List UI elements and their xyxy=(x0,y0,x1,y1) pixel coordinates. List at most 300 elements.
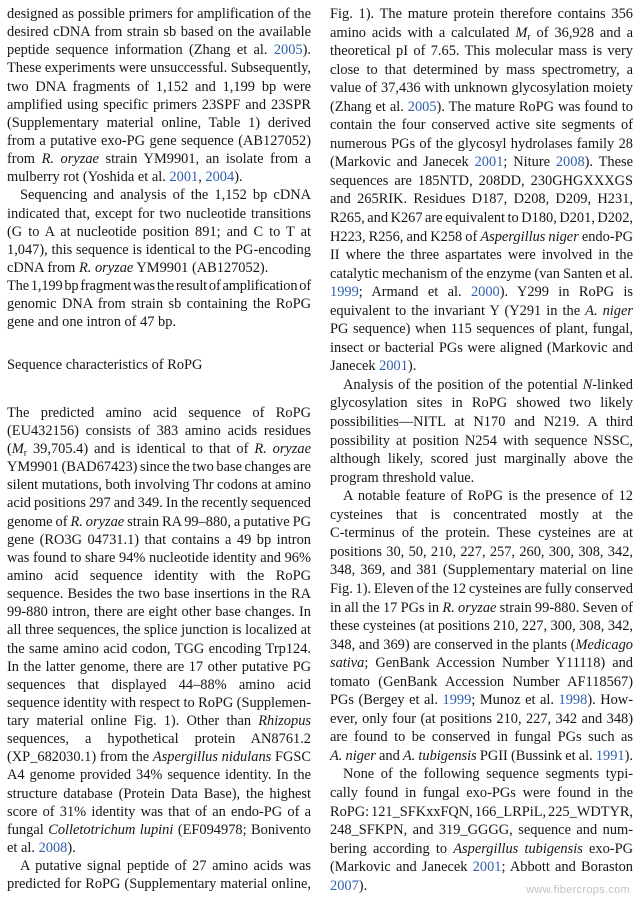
line-text xyxy=(7,876,311,892)
text-run: acid positions 297 and 349. In the recently sequenced xyxy=(7,495,311,512)
text-line xyxy=(7,205,311,223)
text-run: (XP_682030.1) from the xyxy=(7,749,153,766)
text-run: ). How- xyxy=(587,692,633,709)
text-run: PGs (Bergey et al. xyxy=(330,692,443,709)
text-run: (Supplementary material online, Table 1) derived xyxy=(7,114,311,131)
text-run: 1,047), this sequence is identical to the PG-encoding xyxy=(7,241,311,258)
text-run: The 1,199 bp fragment was the result of amplification of xyxy=(7,278,311,295)
paragraph xyxy=(330,765,633,895)
text-line xyxy=(330,302,633,321)
text-line xyxy=(7,603,311,621)
text-line xyxy=(330,339,633,358)
text-run: ). xyxy=(234,169,243,186)
text-line xyxy=(330,561,633,580)
text-line xyxy=(7,640,311,658)
text-run: program threshold value. xyxy=(330,469,475,486)
text-line xyxy=(330,432,633,451)
text-line xyxy=(330,728,633,747)
text-run: genomic DNA from strain sb containing the RoPG xyxy=(7,296,311,313)
text-line xyxy=(330,98,633,117)
text-run: mulberry rot (Yoshida et al. xyxy=(7,169,170,186)
text-run: in all the 17 PGs in xyxy=(330,599,443,616)
text-run: numerous PGs of the glycosyl hydrolases family 28 xyxy=(330,135,633,152)
text-run: YM9901 (BAD67423) since the two base changes are xyxy=(7,459,311,476)
text-run: ). The mature RoPG was found to xyxy=(436,98,633,115)
italic-term: sativa xyxy=(330,655,365,672)
text-line xyxy=(330,24,633,43)
text-run: PGII (Bussink et al. xyxy=(476,747,596,764)
italic-term: R. oryzae xyxy=(41,151,99,168)
line-text xyxy=(7,822,311,838)
subscript: r xyxy=(527,31,531,43)
text-line xyxy=(330,265,633,284)
text-line xyxy=(7,730,311,748)
line-text xyxy=(7,840,76,856)
text-line xyxy=(7,857,311,875)
text-line xyxy=(330,506,633,525)
text-line xyxy=(7,585,311,603)
text-line xyxy=(330,469,633,488)
line-text xyxy=(330,637,633,653)
text-line xyxy=(330,803,633,822)
italic-term: R. oryzae xyxy=(254,440,311,457)
line-text xyxy=(7,79,311,95)
line-text xyxy=(7,622,311,638)
text-line xyxy=(330,209,633,228)
section-heading: Sequence characteristics of RoPG xyxy=(7,356,203,373)
line-text xyxy=(330,210,633,226)
text-run: amplified using specific primers 23SPF and 23SPR xyxy=(7,96,311,113)
text-run: 348, and 369) are conserved in the plants ( xyxy=(330,636,576,653)
text-line xyxy=(7,59,311,77)
line-text xyxy=(7,586,311,602)
line-text xyxy=(7,133,311,149)
text-run: structure database (Protein Data Base), the highest xyxy=(7,785,311,802)
text-line xyxy=(7,295,311,313)
text-line xyxy=(7,676,311,694)
text-line xyxy=(330,617,633,636)
text-run: (Markovic and Janecek xyxy=(330,859,473,876)
text-run: PG sequence) when 115 sequences of plant, fungal, xyxy=(330,321,633,338)
line-text xyxy=(330,173,633,189)
text-line xyxy=(7,186,311,204)
text-run: of 36,928 and a xyxy=(530,24,633,41)
text-run: ). These xyxy=(584,154,633,171)
text-run: two DNA fragments of 1,152 and 1,199 bp were xyxy=(7,78,311,95)
line-text xyxy=(7,42,311,58)
line-text xyxy=(330,562,633,578)
line-text xyxy=(7,97,311,113)
text-run: In the latter genome, there are 17 other putative PG xyxy=(7,658,311,675)
line-text xyxy=(330,525,633,541)
text-line xyxy=(330,821,633,840)
line-text xyxy=(330,303,633,319)
italic-term: Aspergillus nidulans xyxy=(152,749,272,766)
text-run: et al. xyxy=(7,840,39,857)
text-run: ever, only four (at positions 210, 227, 342 and 348) xyxy=(330,710,633,727)
line-text xyxy=(7,786,311,802)
line-text xyxy=(330,618,633,634)
text-run: tary material online Fig. 1). Other than xyxy=(7,713,259,730)
text-run: indicated that, except for two nucleotide transitions xyxy=(7,205,311,222)
text-line xyxy=(330,636,633,655)
text-run: possibility at position N254 with sequence NSSC, xyxy=(330,432,633,449)
text-line xyxy=(330,283,633,302)
line-text xyxy=(7,6,311,22)
text-run: cysteines that is concentrated mostly at the xyxy=(330,506,633,523)
line-text xyxy=(330,544,633,560)
text-line xyxy=(7,621,311,639)
text-line xyxy=(7,223,311,241)
line-text xyxy=(330,358,416,374)
text-run: fungal xyxy=(7,821,49,838)
text-line xyxy=(330,840,633,859)
text-run: close to that determined by mass spectrometry, a xyxy=(330,61,633,78)
line-text xyxy=(330,878,367,894)
line-text xyxy=(330,6,633,22)
text-run: None of the following sequence segments typi- xyxy=(343,766,633,783)
line-text xyxy=(330,507,633,523)
citation-link[interactable]: 1999 xyxy=(330,284,359,301)
text-run: equivalent to the invariant Y (Y291 in the xyxy=(330,302,586,319)
italic-term: Rhizopus xyxy=(258,713,311,730)
text-line xyxy=(330,116,633,135)
text-run: was found to share 94% nucleotide identity and 96% xyxy=(7,549,311,566)
text-run: (EU432156) consists of 383 amino acids residues xyxy=(7,422,311,439)
text-run: The predicted amino acid sequence of RoPG xyxy=(7,404,311,421)
text-line xyxy=(7,549,311,567)
text-run: ). Y299 in RoPG is xyxy=(499,284,633,301)
line-text xyxy=(330,785,633,801)
text-run: ). xyxy=(407,358,417,375)
line-text xyxy=(330,43,633,59)
text-line xyxy=(7,422,311,440)
text-run: C-terminus of the protein. These cysteines are at xyxy=(330,525,633,542)
text-run: amino acid sequence identity with the RoPG xyxy=(7,567,311,584)
text-run: tomato (GenBank Accession Number AF118567) xyxy=(330,673,633,690)
text-run: cDNA from xyxy=(7,259,79,276)
citation-link[interactable]: 2007 xyxy=(330,877,359,894)
text-line xyxy=(7,748,311,766)
text-run: These experiments were unsuccessful. Subsequently, xyxy=(7,60,311,77)
line-text xyxy=(7,24,311,40)
text-run: sequences are 185NTD, 208DD, 230GHGXXXGS xyxy=(330,172,633,189)
watermark: www.fibercrops.com xyxy=(526,884,630,896)
text-run: cally found in fungal exo-PGs were found in the xyxy=(330,784,633,801)
text-line xyxy=(7,5,311,23)
line-text xyxy=(330,340,633,356)
text-line xyxy=(330,153,633,172)
text-run: ; Abbott and Boraston xyxy=(501,859,633,876)
line-text xyxy=(7,260,268,276)
text-run: sequence. Besides the two base insertions in the RA xyxy=(7,586,311,603)
italic-term: Colletotrichum lupini xyxy=(48,821,174,838)
line-text xyxy=(7,224,311,240)
text-run: 248_SFKPN, and 319_GGGG, sequence and num- xyxy=(330,822,633,839)
text-run: strain 99-880. Seven of xyxy=(496,599,633,616)
text-run: catalytic mechanism of the enzyme (van Santen et al. xyxy=(330,265,633,282)
citation-link[interactable]: 2005 xyxy=(273,42,303,59)
text-run: contain the four conserved active site segments of xyxy=(330,117,633,134)
text-line xyxy=(330,858,633,877)
italic-term: N xyxy=(582,376,593,393)
italic-term: R. oryzae xyxy=(78,259,134,276)
line-text xyxy=(7,477,311,493)
text-line xyxy=(7,168,311,186)
line-text xyxy=(7,60,311,76)
line-text xyxy=(330,414,633,430)
text-run: Janecek xyxy=(330,358,380,375)
line-text xyxy=(330,692,633,708)
line-text xyxy=(330,433,633,449)
text-line xyxy=(330,580,633,599)
text-run: II where the three aspartates were involved in the xyxy=(330,247,633,264)
text-run: A notable feature of RoPG is the presence of 12 xyxy=(343,488,633,505)
text-line xyxy=(330,747,633,766)
citation-link[interactable]: 2004 xyxy=(205,169,235,186)
text-run: Fig. 1). Eleven of the 12 cysteines are fully conserved xyxy=(330,580,633,597)
text-line xyxy=(7,114,311,132)
line-text xyxy=(7,115,311,131)
line-text xyxy=(7,749,311,765)
text-run: H223, R256, and K258 of xyxy=(330,228,481,245)
text-line xyxy=(7,41,311,59)
text-line xyxy=(330,42,633,61)
citation-link[interactable]: 1998 xyxy=(558,692,588,709)
line-text xyxy=(330,80,633,96)
text-line xyxy=(7,78,311,96)
text-run: bering according to xyxy=(330,840,454,857)
italic-term: Medicago xyxy=(575,636,633,653)
italic-term: Aspergillus niger xyxy=(480,228,579,245)
text-line xyxy=(330,376,633,395)
text-line xyxy=(7,23,311,41)
citation-link[interactable]: 2000 xyxy=(470,284,500,301)
text-line xyxy=(330,357,633,376)
left-column xyxy=(7,5,311,893)
line-text xyxy=(330,266,633,282)
text-run: theoretical pI of 7.65. This molecular mass is very xyxy=(330,43,633,60)
text-line xyxy=(7,241,311,259)
line-text xyxy=(7,659,311,675)
line-text xyxy=(330,804,633,820)
text-line xyxy=(330,450,633,469)
text-line xyxy=(7,821,311,839)
citation-link[interactable]: 1999 xyxy=(442,692,472,709)
text-line xyxy=(330,61,633,80)
text-run: ( xyxy=(7,440,12,457)
text-line xyxy=(7,803,311,821)
text-run: , xyxy=(198,169,206,186)
text-line xyxy=(330,228,633,247)
text-line xyxy=(7,440,311,458)
citation-link[interactable]: 1991 xyxy=(595,747,625,764)
paragraph xyxy=(7,857,311,893)
citation-link[interactable]: 2008 xyxy=(38,840,68,857)
text-line xyxy=(330,654,633,673)
text-run: strain RA 99–880, a putative PG xyxy=(124,513,311,530)
line-text xyxy=(330,154,633,170)
line-text xyxy=(7,495,311,511)
text-run: Sequencing and analysis of the 1,152 bp cDNA xyxy=(20,187,311,204)
text-line xyxy=(330,413,633,432)
line-text xyxy=(343,377,633,393)
text-run: insect or bacterial PGs were aligned (Markovic and xyxy=(330,339,633,356)
line-text xyxy=(330,99,633,115)
text-run: sequences that displayed 44–88% amino acid xyxy=(7,676,311,693)
text-line xyxy=(330,691,633,710)
text-line xyxy=(7,513,311,531)
text-run: -linked xyxy=(592,376,633,393)
right-column xyxy=(330,5,633,895)
text-line xyxy=(330,487,633,506)
text-line xyxy=(7,259,311,277)
line-text xyxy=(7,677,311,693)
italic-term: A. niger xyxy=(330,747,376,764)
text-line xyxy=(330,784,633,803)
text-run: strain YM9901, an isolate from a xyxy=(98,151,311,168)
text-run: designed as possible primers for amplification of the xyxy=(7,6,311,22)
paragraph xyxy=(330,487,633,765)
text-run: score of 31% identity was that of an endo-PG of a xyxy=(7,803,311,820)
text-run: sequence identity with respect to RoPG (Supplemen- xyxy=(7,694,311,711)
text-run: gene (RO3G 04731.1) that contains a 49 bp intron xyxy=(7,531,311,548)
text-run: A4 genome provided 34% sequence identity. In the xyxy=(7,767,311,784)
text-line xyxy=(330,524,633,543)
subscript: r xyxy=(23,447,28,459)
line-text xyxy=(7,804,311,820)
citation-link[interactable]: 2001 xyxy=(169,169,199,186)
text-run: ). xyxy=(302,42,311,59)
text-line xyxy=(7,476,311,494)
text-line xyxy=(7,658,311,676)
line-text xyxy=(7,314,176,330)
text-line xyxy=(7,531,311,549)
text-run: 39,705.4) and is identical to that of xyxy=(27,440,255,457)
line-text xyxy=(330,859,633,875)
text-line xyxy=(330,135,633,154)
line-text xyxy=(330,655,633,671)
paragraph xyxy=(7,5,311,186)
text-run: silent mutations, both involving Thr codons at amino xyxy=(7,477,311,494)
text-line xyxy=(330,79,633,98)
text-run: these cysteines (at positions 210, 227, 300, 308, 342, xyxy=(330,618,633,635)
line-text xyxy=(7,206,311,222)
text-run: positions 30, 50, 210, 227, 257, 260, 300, 308, 342, xyxy=(330,543,633,560)
text-run: amino acids with a calculated xyxy=(330,24,516,41)
line-text xyxy=(7,532,311,548)
text-line xyxy=(330,190,633,209)
text-run: the same amino acid codon, TGG encoding Trp124. xyxy=(7,640,311,657)
text-line xyxy=(330,394,633,413)
text-line xyxy=(7,694,311,712)
text-run: YM9901 (AB127052). xyxy=(133,259,269,276)
text-line xyxy=(7,132,311,150)
italic-term: A. niger xyxy=(585,302,633,319)
line-text xyxy=(7,514,311,530)
line-text xyxy=(330,62,633,78)
line-text xyxy=(330,191,633,207)
text-run: FGSC xyxy=(271,749,311,766)
line-text xyxy=(330,229,633,245)
line-text xyxy=(7,459,311,475)
text-line xyxy=(330,543,633,562)
paragraph xyxy=(330,376,633,487)
text-line xyxy=(330,172,633,191)
line-text xyxy=(330,822,633,838)
citation-link[interactable]: 2001 xyxy=(379,358,408,375)
text-run: endo-PG xyxy=(578,228,634,245)
text-run: glycosylation sites in RoPG showed two likely xyxy=(330,395,633,412)
text-line xyxy=(7,277,311,295)
text-run: (Markovic and Janecek xyxy=(330,154,475,171)
line-text xyxy=(330,674,633,690)
text-line xyxy=(7,458,311,476)
line-text xyxy=(330,451,633,467)
text-line xyxy=(7,96,311,114)
citation-link[interactable]: 2001 xyxy=(472,859,502,876)
italic-term: R. oryzae xyxy=(442,599,497,616)
text-line xyxy=(330,320,633,339)
text-line xyxy=(7,766,311,784)
text-line xyxy=(7,785,311,803)
line-text xyxy=(20,187,311,203)
line-text xyxy=(330,247,633,263)
text-line xyxy=(330,710,633,729)
italic-term: Aspergillus tubigensis xyxy=(453,840,583,857)
line-text xyxy=(7,695,311,711)
line-text xyxy=(7,242,311,258)
citation-link[interactable]: 2008 xyxy=(555,154,585,171)
citation-link[interactable]: 2001 xyxy=(474,154,504,171)
line-text xyxy=(330,395,633,411)
text-run: sequences, a hypothetical protein AN8761.2 xyxy=(7,731,311,748)
text-line xyxy=(7,494,311,512)
line-text xyxy=(7,296,311,312)
citation-link[interactable]: 2005 xyxy=(407,98,437,115)
line-text xyxy=(7,641,311,657)
text-run: RoPG: 121_SFKxxFQN, 166_LRPiL, 225_WDTYR, xyxy=(330,803,633,820)
line-text xyxy=(330,25,633,41)
text-run: exo-PG xyxy=(582,840,633,857)
line-text xyxy=(7,405,311,421)
italic-term: M xyxy=(11,440,24,457)
line-text xyxy=(7,278,311,294)
line-text xyxy=(330,470,474,486)
text-run: ; Armand et al. xyxy=(358,284,471,301)
paragraph xyxy=(7,277,311,331)
text-line xyxy=(330,246,633,265)
text-run: (Zhang et al. xyxy=(330,98,408,115)
text-run: all three sequences, the splice junction is localized at xyxy=(7,622,311,639)
text-line xyxy=(7,875,311,893)
text-line xyxy=(7,313,311,331)
italic-term: A. tubigensis xyxy=(402,747,477,764)
line-text xyxy=(7,731,311,747)
line-text xyxy=(7,604,311,620)
text-run: predicted for RoPG (Supplementary material online, xyxy=(7,876,311,893)
italic-term: M xyxy=(515,24,528,41)
text-run: and 265RIK. Residues D187, D208, D209, H231, xyxy=(330,191,633,208)
line-text xyxy=(7,423,311,439)
text-run: peptide sequence information (Zhang et al. xyxy=(7,42,274,59)
text-run: desired cDNA from strain sb based on the available xyxy=(7,24,311,41)
line-text xyxy=(7,568,311,584)
line-text xyxy=(330,136,633,152)
text-line xyxy=(7,404,311,422)
text-run: although likely, scored just marginally above the xyxy=(330,451,633,468)
text-run: (EF094978; Bonivento xyxy=(173,821,311,838)
